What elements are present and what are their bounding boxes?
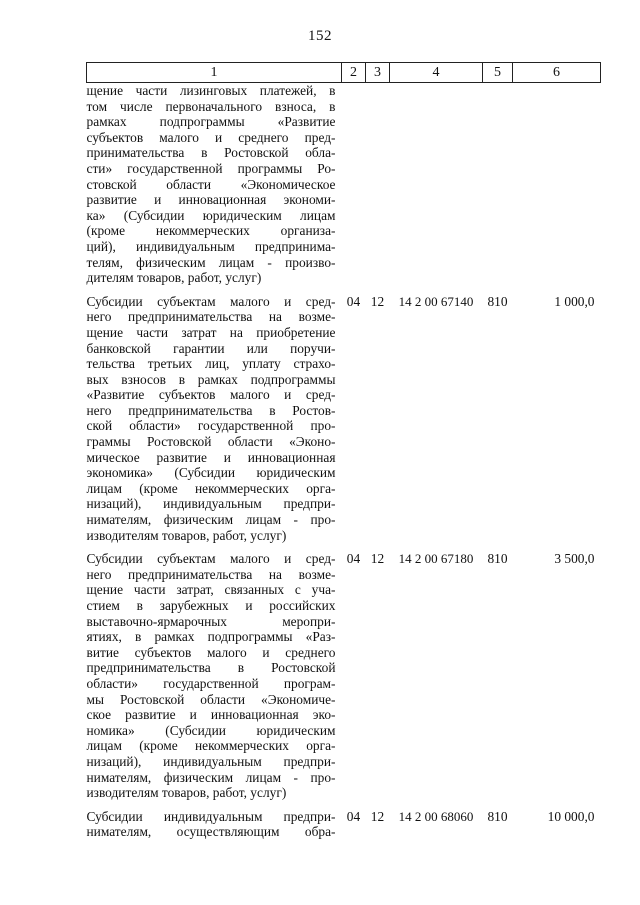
row-name-line: щение части затрат на приобретение <box>86 324 336 340</box>
header-col-5: 5 <box>483 63 513 83</box>
row-name-line: ка» (Субсидии юридическим лицам <box>86 207 336 223</box>
row-name-line: щение части лизинговых платежей, в <box>86 83 336 98</box>
row-name-line: витие субъектов малого и среднего <box>86 644 336 660</box>
row-name-line: банковской гарантии или поручи- <box>86 340 336 356</box>
row-expense-type-code <box>483 83 513 294</box>
row-subsection-code <box>366 83 390 294</box>
row-name-line: Субсидии субъектам малого и сред- <box>86 293 336 309</box>
row-name-line: том числе первоначального взноса, в <box>86 98 336 114</box>
row-name-cell <box>87 83 342 294</box>
row-amount: 1 000,0 <box>554 293 595 309</box>
row-name-line: мическое развитие и инновационная <box>86 449 336 465</box>
header-col-4: 4 <box>390 63 483 83</box>
row-name-line: ской области» государственной про- <box>86 418 336 434</box>
row-name-line: щение части затрат, связанных с уча- <box>86 582 336 598</box>
row-name-line: граммы Ростовской области «Эконо- <box>86 434 336 450</box>
row-name-line: сти» государственной программы Ро- <box>86 160 336 176</box>
row-name-line: мы Ростовской области «Экономиче- <box>86 691 336 707</box>
row-target-code <box>390 83 483 294</box>
row-name-line: изводителям товаров, работ, услуг) <box>86 785 287 801</box>
row-name-cell <box>87 809 342 840</box>
row-name-line: изводителям товаров, работ, услуг) <box>86 527 287 543</box>
row-name-line: «Развитие субъектов малого и сред- <box>86 387 336 403</box>
row-target-code: 14 2 00 67180 <box>398 551 474 567</box>
header-col-3: 3 <box>366 63 390 83</box>
header-col-2: 2 <box>342 63 366 83</box>
row-expense-type-code: 810 <box>487 293 508 309</box>
row-name-line: номика» (Субсидии юридическим <box>86 722 336 738</box>
row-name-line: Субсидии индивидуальным предпри- <box>86 808 336 824</box>
row-name-line: экономика» (Субсидии юридическим <box>86 465 336 481</box>
row-subsection-code: 12 <box>370 808 385 824</box>
row-name-line: (кроме некоммерческих организа- <box>86 223 336 239</box>
row-name-line: тельства третьих лиц, уплату страхо- <box>86 356 336 372</box>
row-name-line: низаций), индивидуальным предпри- <box>86 496 336 512</box>
row-section-code: 04 <box>346 551 361 567</box>
row-name-line: ское развитие и инновационная эко- <box>86 707 336 723</box>
row-subsection-code: 12 <box>370 293 385 309</box>
table-row <box>87 809 601 840</box>
row-name-line: Субсидии субъектам малого и сред- <box>86 551 336 567</box>
row-name-line: субъектов малого и среднего пред- <box>86 129 336 145</box>
table-row <box>87 294 601 552</box>
table-row <box>87 83 601 294</box>
row-expense-type-code: 810 <box>487 551 508 567</box>
row-section-code <box>342 83 366 294</box>
row-name-cell <box>87 294 342 552</box>
row-name-line: рамках подпрограммы «Развитие <box>86 114 336 130</box>
row-amount: 10 000,0 <box>547 808 595 824</box>
row-expense-type-code: 810 <box>487 808 508 824</box>
row-name-line: него предпринимательства на возме- <box>86 566 336 582</box>
row-name-line: нимателям, осуществляющим обра- <box>86 824 336 840</box>
table-row <box>87 551 601 809</box>
row-name-line: предпринимательства в Ростовской <box>86 660 336 676</box>
row-name-line: нимателям, физическим лицам - про- <box>86 512 336 528</box>
row-name-line: телям, физическим лицам - произво- <box>86 254 336 270</box>
row-name-line: лицам (кроме некоммерческих орга- <box>86 738 336 754</box>
row-name-line: нимателям, физическим лицам - про- <box>86 769 336 785</box>
table-body <box>87 83 601 840</box>
row-subsection-code: 12 <box>370 551 385 567</box>
row-name-line: принимательства в Ростовской обла- <box>86 145 336 161</box>
row-target-code: 14 2 00 68060 <box>398 808 474 824</box>
row-name-line: области» государственной програм- <box>86 675 336 691</box>
table-header <box>87 63 601 83</box>
row-name-line: ций), индивидуальным предпринима- <box>86 238 336 254</box>
row-name-line: ятиях, в рамках подпрограммы «Раз- <box>86 629 336 645</box>
header-col-6: 6 <box>513 63 601 83</box>
row-section-code: 04 <box>346 808 361 824</box>
row-name-line: низаций), индивидуальным предпри- <box>86 753 336 769</box>
row-amount: 3 500,0 <box>554 551 595 567</box>
row-name-line: лицам (кроме некоммерческих орга- <box>86 480 336 496</box>
budget-table <box>86 62 601 840</box>
row-name-line: стовской области «Экономическое <box>86 176 336 192</box>
row-name-line: дителям товаров, работ, услуг) <box>86 270 262 286</box>
row-name-line: стием в зарубежных и российских <box>86 598 336 613</box>
page-number: 152 <box>308 28 332 44</box>
row-name-line: развитие и инновационная экономи- <box>86 192 336 208</box>
row-amount <box>513 83 601 294</box>
row-name-cell <box>87 551 342 809</box>
row-name-line: него предпринимательства на возме- <box>86 309 336 325</box>
row-name-line: него предпринимательства в Ростов- <box>86 402 336 418</box>
row-section-code: 04 <box>346 293 361 309</box>
header-col-1: 1 <box>87 63 342 83</box>
row-target-code: 14 2 00 67140 <box>398 293 474 309</box>
row-name-line: вых взносов в рамках подпрограммы <box>86 371 336 387</box>
row-name-line: выставочно-ярмарочных меропри- <box>86 613 336 629</box>
